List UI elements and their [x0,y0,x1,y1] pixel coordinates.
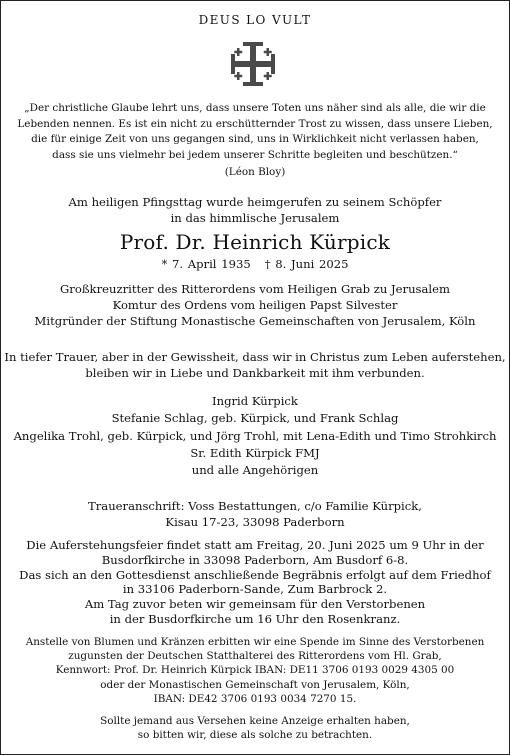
donation-line: oder der Monastischen Gemeinschaft von Jerusalem, Köln, [100,678,410,691]
quote-line: „Der christliche Glaube lehrt uns, dass unsere Toten uns näher sind als alle, die wir die [24,102,486,114]
title-line: Großkreuzritter des Ritterordens vom Heiligen Grab zu Jerusalem [60,282,450,296]
donation-line: Anstelle von Blumen und Kränzen erbitten wir eine Spende im Sinne des Verstorbenen [25,636,485,648]
jerusalem-cross-icon [230,41,276,87]
title-line: Komtur des Ordens vom heiligen Papst Silvester [112,298,398,312]
quote-author: (Léon Bloy) [224,166,286,178]
quote-line: Lebenden nennen. Es ist ein nicht zu erschütternder Trost zu wissen, dass unsere Lieben, [17,117,493,130]
donation-line: Kennwort: Prof. Dr. Heinrich Kürpick IBAN: DE11 3706 0193 0029 4305 00 [55,664,455,677]
closing-line: Sollte jemand aus Versehen keine Anzeige erhalten haben, [100,715,410,727]
intro-text [1,194,509,226]
service-line: in 33106 Paderborn-Sande, Zum Barbrock 2. [122,582,388,597]
honorary-titles [1,281,509,329]
quote-line: die für einige Zeit von uns gegangen sind, uns in Wirklichkeit nicht verlassen haben, [31,133,479,145]
service-line: in der Busdorfkirche um 16 Uhr den Rosenkranz. [109,611,401,626]
title-line: Mitgründer der Stiftung Monastische Gemeinschaften von Jerusalem, Köln [34,314,476,328]
mourning-line: bleiben wir in Liebe und Dankbarkeit mit ihm verbunden. [85,366,425,380]
family-member: Ingrid Kürpick [212,394,298,408]
family-member: Sr. Edith Kürpick FMJ [190,445,320,460]
deceased-name: Prof. Dr. Heinrich Kürpick [119,230,391,254]
life-dates: * 7. April 1935 † 8. Juni 2025 [161,257,349,271]
donation-line: zugunsten der Deutschen Statthalterei des Ritterordens vom Hl. Grab, [68,650,442,663]
donation-line: IBAN: DE42 3706 0193 0034 7270 15. [153,692,357,705]
service-line: Die Auferstehungsfeier findet statt am Freitag, 20. Juni 2025 um 9 Uhr in der [26,538,484,552]
closing-line: so bitten wir, diese als solche zu betrachten. [137,729,373,742]
address-line: Traueranschrift: Voss Bestattungen, c/o Familie Kürpick, [88,499,422,513]
intro-line: Am heiligen Pfingsttag wurde heimgerufen zu seinem Schöpfer [68,195,442,209]
family-list [1,393,509,479]
family-member: Angelika Trohl, geb. Kürpick, und Jörg Trohl, mit Lena-Edith und Timo Strohkirch [13,428,497,443]
mourning-line: In tiefer Trauer, aber in der Gewissheit, dass wir in Christus zum Leben auferstehen, [4,350,506,364]
address-line: Kisau 17-23, 33098 Paderborn [165,515,345,529]
service-line: Busdorfkirche in 33098 Paderborn, Am Busdorf 6-8. [101,552,409,567]
donation-request [1,635,509,706]
mourning-address [1,498,509,530]
family-member: Stefanie Schlag, geb. Kürpick, und Frank Schlag [111,411,399,426]
motto: DEUS LO VULT [198,13,312,27]
family-member: und alle Angehörigen [191,463,319,478]
quote [1,101,509,163]
service-line: Am Tag zuvor beten wir gemeinsam für den Verstorbenen [84,597,426,612]
service-line: Das sich an den Gottesdienst anschließende Begräbnis erfolgt auf dem Friedhof [19,567,491,582]
quote-line: dass sie uns vielmehr bei jedem unserer Schritte begleiten und beschützen.“ [52,148,458,161]
intro-line: in das himmlische Jerusalem [170,211,340,225]
mourning-statement [1,349,509,381]
service-info [1,538,509,627]
closing-note [1,714,509,742]
